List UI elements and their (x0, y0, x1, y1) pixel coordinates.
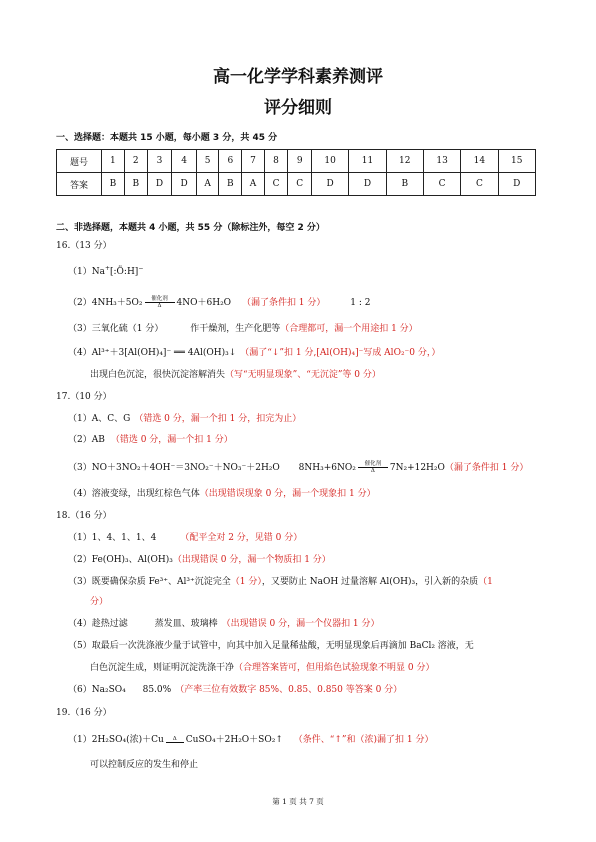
table-cell: 5 (196, 150, 218, 173)
table-cell: 8 (264, 150, 288, 173)
q16-part1-structure: [:Ö:H] (110, 267, 139, 277)
table-cell: D (498, 173, 535, 196)
q18-part1 (68, 532, 302, 544)
q19-part1-eq-left: 2H₂SO₄(浓)＋Cu (91, 735, 164, 745)
document-title: 高一化学学科素养测评 (213, 67, 383, 87)
q16-part4 (68, 347, 440, 359)
section1-heading: 一、选择题：本题共 15 小题，每小题 3 分，共 45 分 (56, 133, 278, 143)
q18-part2-note: （出现错误 0 分，漏一个物质扣 1 分） (172, 555, 331, 565)
table-cell: D (147, 173, 172, 196)
q17-part3-eq: （3）NO＋3NO₂＋4OH⁻＝3NO₂⁻＋NO₃⁻＋2H₂O (68, 463, 280, 473)
q16-part1-sup2: − (138, 265, 144, 272)
table-cell: B (124, 173, 147, 196)
q18-part4-tools: 蒸发皿、玻璃棒 (154, 619, 218, 629)
row-header-answer: 答案 (57, 173, 102, 196)
q17-part2 (68, 434, 233, 446)
q16-part1 (68, 266, 143, 278)
q18-part6-text: （6）Na₂SO₄ (68, 685, 126, 695)
q17-part1-text: （1）A、C、G (68, 414, 131, 424)
q19-part1-note: （条件、“↑”和（浓)漏了扣 1 分） (293, 735, 434, 745)
condition-top: Δ (172, 736, 177, 742)
table-cell: D (312, 173, 349, 196)
q16-part3 (68, 323, 418, 335)
q16-part3-b: 作干燥剂，生产化肥等 (190, 324, 281, 334)
table-cell: C (461, 173, 498, 196)
row-header-number: 题号 (57, 150, 102, 173)
table-cell: D (349, 173, 386, 196)
answer-table (56, 149, 536, 196)
q18-part4 (68, 618, 380, 630)
table-cell: 7 (242, 150, 264, 173)
section2-heading: 二、非选择题，本题共 4 小题，共 55 分（除标注外，每空 2 分） (56, 223, 325, 233)
q18-part3-a: （3）既要确保杂质 Fe³⁺、Al³⁺沉淀完全 (68, 577, 231, 587)
table-cell: 2 (124, 150, 147, 173)
answer-table-answer-row (57, 173, 536, 196)
q19-part1 (68, 734, 433, 746)
q19-part1-eq-right: CuSO₄＋2H₂O＋SO₂↑ (185, 735, 283, 745)
table-cell: 9 (288, 150, 312, 173)
table-cell: 1 (102, 150, 125, 173)
q16-part4-eq: （4）Al³⁺＋3[Al(OH)₄]⁻ ══ 4Al(OH)₃↓ (68, 348, 237, 358)
q19-part1-label: （1） (68, 735, 92, 745)
page-footer: 第 1 页 共 7 页 (272, 797, 324, 806)
condition-bottom: Δ (370, 468, 375, 474)
answer-table-number-row (57, 150, 536, 173)
reaction-condition (358, 461, 388, 474)
q18-part3-b-note: （1 (478, 577, 493, 587)
table-cell: 6 (219, 150, 242, 173)
reaction-condition (166, 736, 184, 743)
q17-part4-note: （出现错误现象 0 分，漏一个现象扣 1 分） (199, 489, 376, 499)
q18-part1-text: （1）1、4、1、1、4 (68, 533, 157, 543)
table-cell: A (196, 173, 218, 196)
q17-part1 (68, 413, 301, 425)
q18-part5-line1: （5）取最后一次洗涤液少量于试管中，向其中加入足量稀盐酸，无明显现象后再滴加 BaCl₂ 溶液，无 (68, 641, 474, 651)
q19-heading: 19.（16 分） (56, 708, 112, 718)
q17-part1-note: （错选 0 分，漏一个扣 1 分，扣完为止） (134, 414, 302, 424)
q16-part4b-note: （写“无明显现象”、“无沉淀”等 0 分） (225, 370, 381, 380)
q16-part3-a: （3）三氧化硫（1 分） (68, 324, 164, 334)
q16-heading: 16.（13 分） (56, 241, 112, 251)
q17-part3-eq2-left: 8NH₃+6NO₂ (298, 463, 356, 473)
q17-part4-text: （4）溶液变绿，出现红棕色气体 (68, 489, 200, 499)
q18-part5-line2 (90, 662, 434, 674)
q18-part4-note: （出现错误 0 分，漏一个仪器扣 1 分） (221, 619, 380, 629)
q16-part4-note: （漏了“↓”扣 1 分,[Al(OH)₄]⁻写成 AlO₂⁻0 分，） (240, 348, 441, 358)
q16-part2 (68, 296, 370, 309)
q16-part2-note: （漏了条件扣 1 分） (241, 298, 326, 308)
table-cell: D (172, 173, 197, 196)
q19-part1b: 可以控制反应的发生和停止 (90, 760, 199, 770)
q18-part3-a-note: （1 分） (230, 577, 262, 587)
table-cell: B (386, 173, 423, 196)
table-cell: B (102, 173, 125, 196)
q18-part5-note: （合理答案皆可，但用焰色试验现象不明显 0 分） (234, 663, 435, 673)
q18-part3-c-note: 分） (90, 597, 109, 607)
q16-part1-label: （1）Na (68, 267, 105, 277)
q17-part4 (68, 488, 376, 500)
condition-bottom: Δ (157, 303, 162, 309)
table-cell: A (242, 173, 264, 196)
reaction-condition (145, 296, 175, 309)
table-cell: 3 (147, 150, 172, 173)
document-subtitle: 评分细则 (264, 98, 332, 118)
q18-part2 (68, 554, 331, 566)
table-cell: 11 (349, 150, 386, 173)
table-cell: B (219, 173, 242, 196)
table-cell: C (423, 173, 460, 196)
q16-part4b-text: 出现白色沉淀，很快沉淀溶解消失 (90, 370, 226, 380)
q17-part3-eq2-right: 7N₂+12H₂O (389, 463, 445, 473)
table-cell: 13 (423, 150, 460, 173)
condition-top: 催化剂 (364, 461, 382, 467)
q17-part2-text: （2）AB (68, 435, 105, 445)
q16-part2-ratio: 1 : 2 (350, 298, 371, 308)
table-cell: C (288, 173, 312, 196)
q16-part4b (90, 369, 381, 381)
q18-part6 (68, 684, 402, 696)
q17-part3-note: （漏了条件扣 1 分） (444, 463, 529, 473)
q16-part2-eq-left: 4NH₃＋5O₂ (91, 298, 143, 308)
q16-part2-eq-right: 4NO＋6H₂O (176, 298, 232, 308)
q18-part1-note: （配平全对 2 分，见错 0 分） (180, 533, 303, 543)
q16-part1-sup: + (104, 265, 110, 272)
q18-part4-text: （4）趁热过滤 (68, 619, 128, 629)
q18-part3-b: ，又要防止 NaOH 过量溶解 Al(OH)₃，引入新的杂质 (261, 577, 479, 587)
q18-part6-yield: 85.0% (142, 685, 172, 695)
q17-heading: 17.（10 分） (56, 392, 112, 402)
q18-part3 (68, 576, 493, 588)
table-cell: 14 (461, 150, 498, 173)
condition-top: 催化剂 (151, 296, 168, 302)
q16-part3-note: （合理都可，漏一个用途扣 1 分） (280, 324, 418, 334)
q17-part3 (68, 461, 528, 474)
q16-part2-label: （2） (68, 298, 92, 308)
table-cell: 4 (172, 150, 197, 173)
table-cell: 15 (498, 150, 535, 173)
q18-part6-note: （产率三位有效数字 85%、0.85、0.850 等答案 0 分） (175, 685, 403, 695)
table-cell: 10 (312, 150, 349, 173)
q18-heading: 18.（16 分） (56, 511, 112, 521)
q18-part5-text: 白色沉淀生成，则证明沉淀洗涤干净 (90, 663, 235, 673)
table-cell: 12 (386, 150, 423, 173)
table-cell: C (264, 173, 288, 196)
q18-part2-text: （2）Fe(OH)₃、Al(OH)₃ (68, 555, 173, 565)
q17-part2-note: （错选 0 分，漏一个扣 1 分） (110, 435, 233, 445)
